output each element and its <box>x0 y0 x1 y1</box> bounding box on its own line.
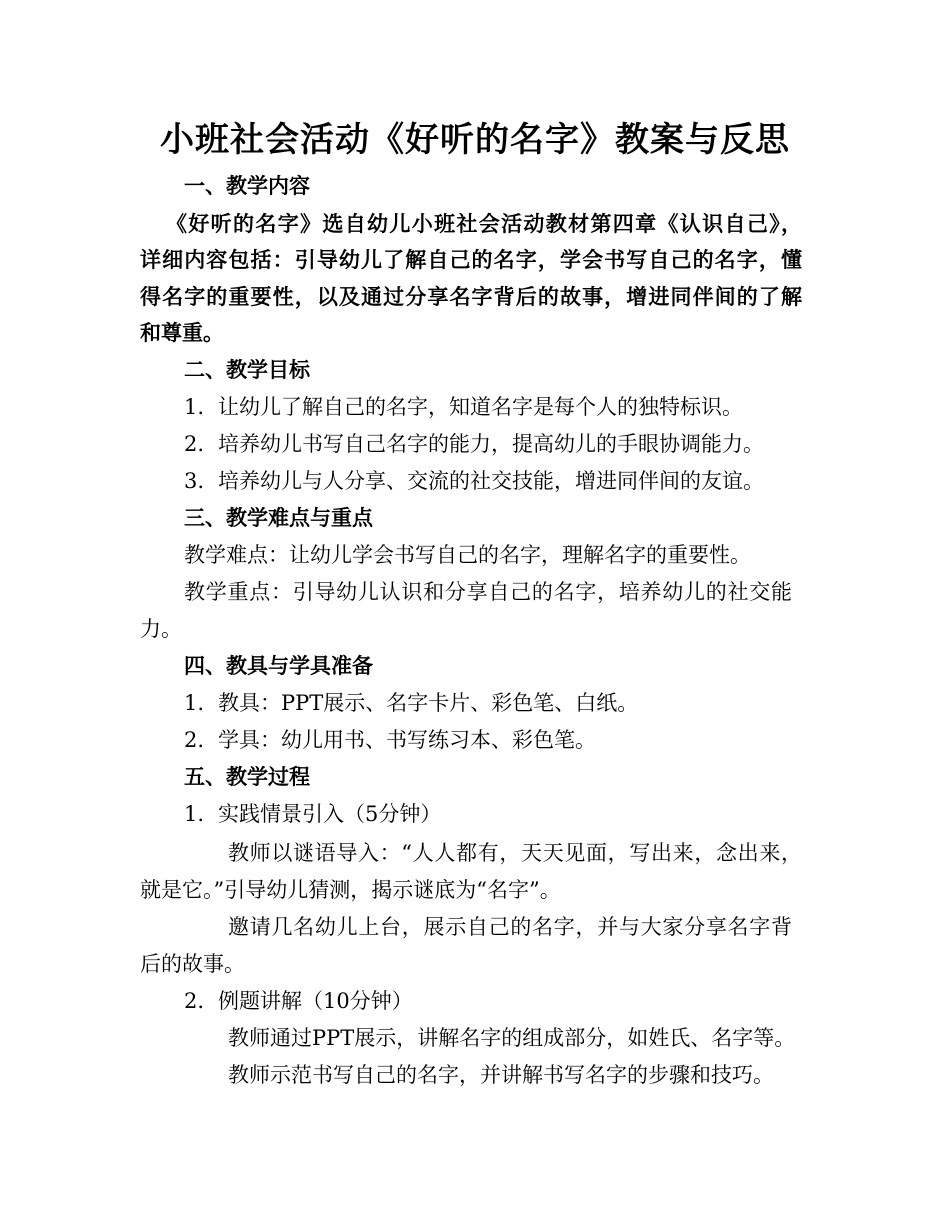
list-number: 1. <box>184 691 205 715</box>
list-text: 让幼儿了解自己的名字，知道名字是每个人的独特标识。 <box>218 395 743 419</box>
list-number: 2. <box>184 432 205 456</box>
section-heading-materials: 四、教具与学具准备 <box>184 653 373 678</box>
paragraph-line: 和尊重。 <box>140 320 224 345</box>
list-text: 例题讲解（10分钟） <box>218 989 413 1013</box>
paragraph-line: 教师通过PPT展示，讲解名字的组成部分，如姓氏、名字等。 <box>228 1026 796 1050</box>
list-text: 学具：幼儿用书、书写练习本、彩色笔。 <box>218 728 596 752</box>
list-text: 培养幼儿与人分享、交流的社交技能，增进同伴间的友谊。 <box>218 469 764 493</box>
list-item <box>184 800 441 828</box>
list-number: 1. <box>184 395 205 419</box>
paragraph-line: 《好听的名字》选自幼儿小班社会活动教材第四章《认识自己》， <box>166 211 802 236</box>
list-text: 教具：PPT展示、名字卡片、彩色笔、白纸。 <box>218 691 639 715</box>
list-item <box>184 987 413 1015</box>
paragraph-line: 教学重点：引导幼儿认识和分享自己的名字，培养幼儿的社交能 <box>184 580 792 604</box>
paragraph-line: 详细内容包括：引导幼儿了解自己的名字，学会书写自己的名字，懂 <box>140 247 802 272</box>
paragraph-line: 得名字的重要性，以及通过分享名字背后的故事，增进同伴间的了解 <box>140 284 802 309</box>
section-heading-goals: 二、教学目标 <box>184 357 310 382</box>
list-number: 1. <box>184 802 205 826</box>
paragraph-line: 后的故事。 <box>140 952 245 976</box>
list-number: 2. <box>184 728 205 752</box>
list-text: 实践情景引入（5分钟） <box>218 802 442 826</box>
paragraph-line: 教师以谜语导入：“人人都有，天天见面，写出来，念出来， <box>228 841 802 865</box>
section-heading-content: 一、教学内容 <box>184 173 310 198</box>
section-heading-difficulties: 三、教学难点与重点 <box>184 505 373 530</box>
list-item <box>184 430 764 458</box>
list-number: 3. <box>184 469 205 493</box>
paragraph-line: 教师示范书写自己的名字，并讲解书写名字的步骤和技巧。 <box>228 1063 774 1087</box>
list-item <box>184 689 638 717</box>
list-item <box>184 393 743 421</box>
document-title: 小班社会活动《好听的名字》教案与反思 <box>160 120 790 160</box>
list-text: 培养幼儿书写自己名字的能力，提高幼儿的手眼协调能力。 <box>218 432 764 456</box>
section-heading-process: 五、教学过程 <box>184 764 310 789</box>
paragraph-line: 力。 <box>140 617 182 641</box>
paragraph-line: 就是它。”引导幼儿猜测，揭示谜底为“名字”。 <box>140 878 561 902</box>
paragraph-line: 邀请几名幼儿上台，展示自己的名字，并与大家分享名字背 <box>228 915 792 939</box>
paragraph-line: 教学难点：让幼儿学会书写自己的名字，理解名字的重要性。 <box>184 543 751 567</box>
list-number: 2. <box>184 989 205 1013</box>
list-item <box>184 726 596 754</box>
list-item <box>184 467 764 495</box>
